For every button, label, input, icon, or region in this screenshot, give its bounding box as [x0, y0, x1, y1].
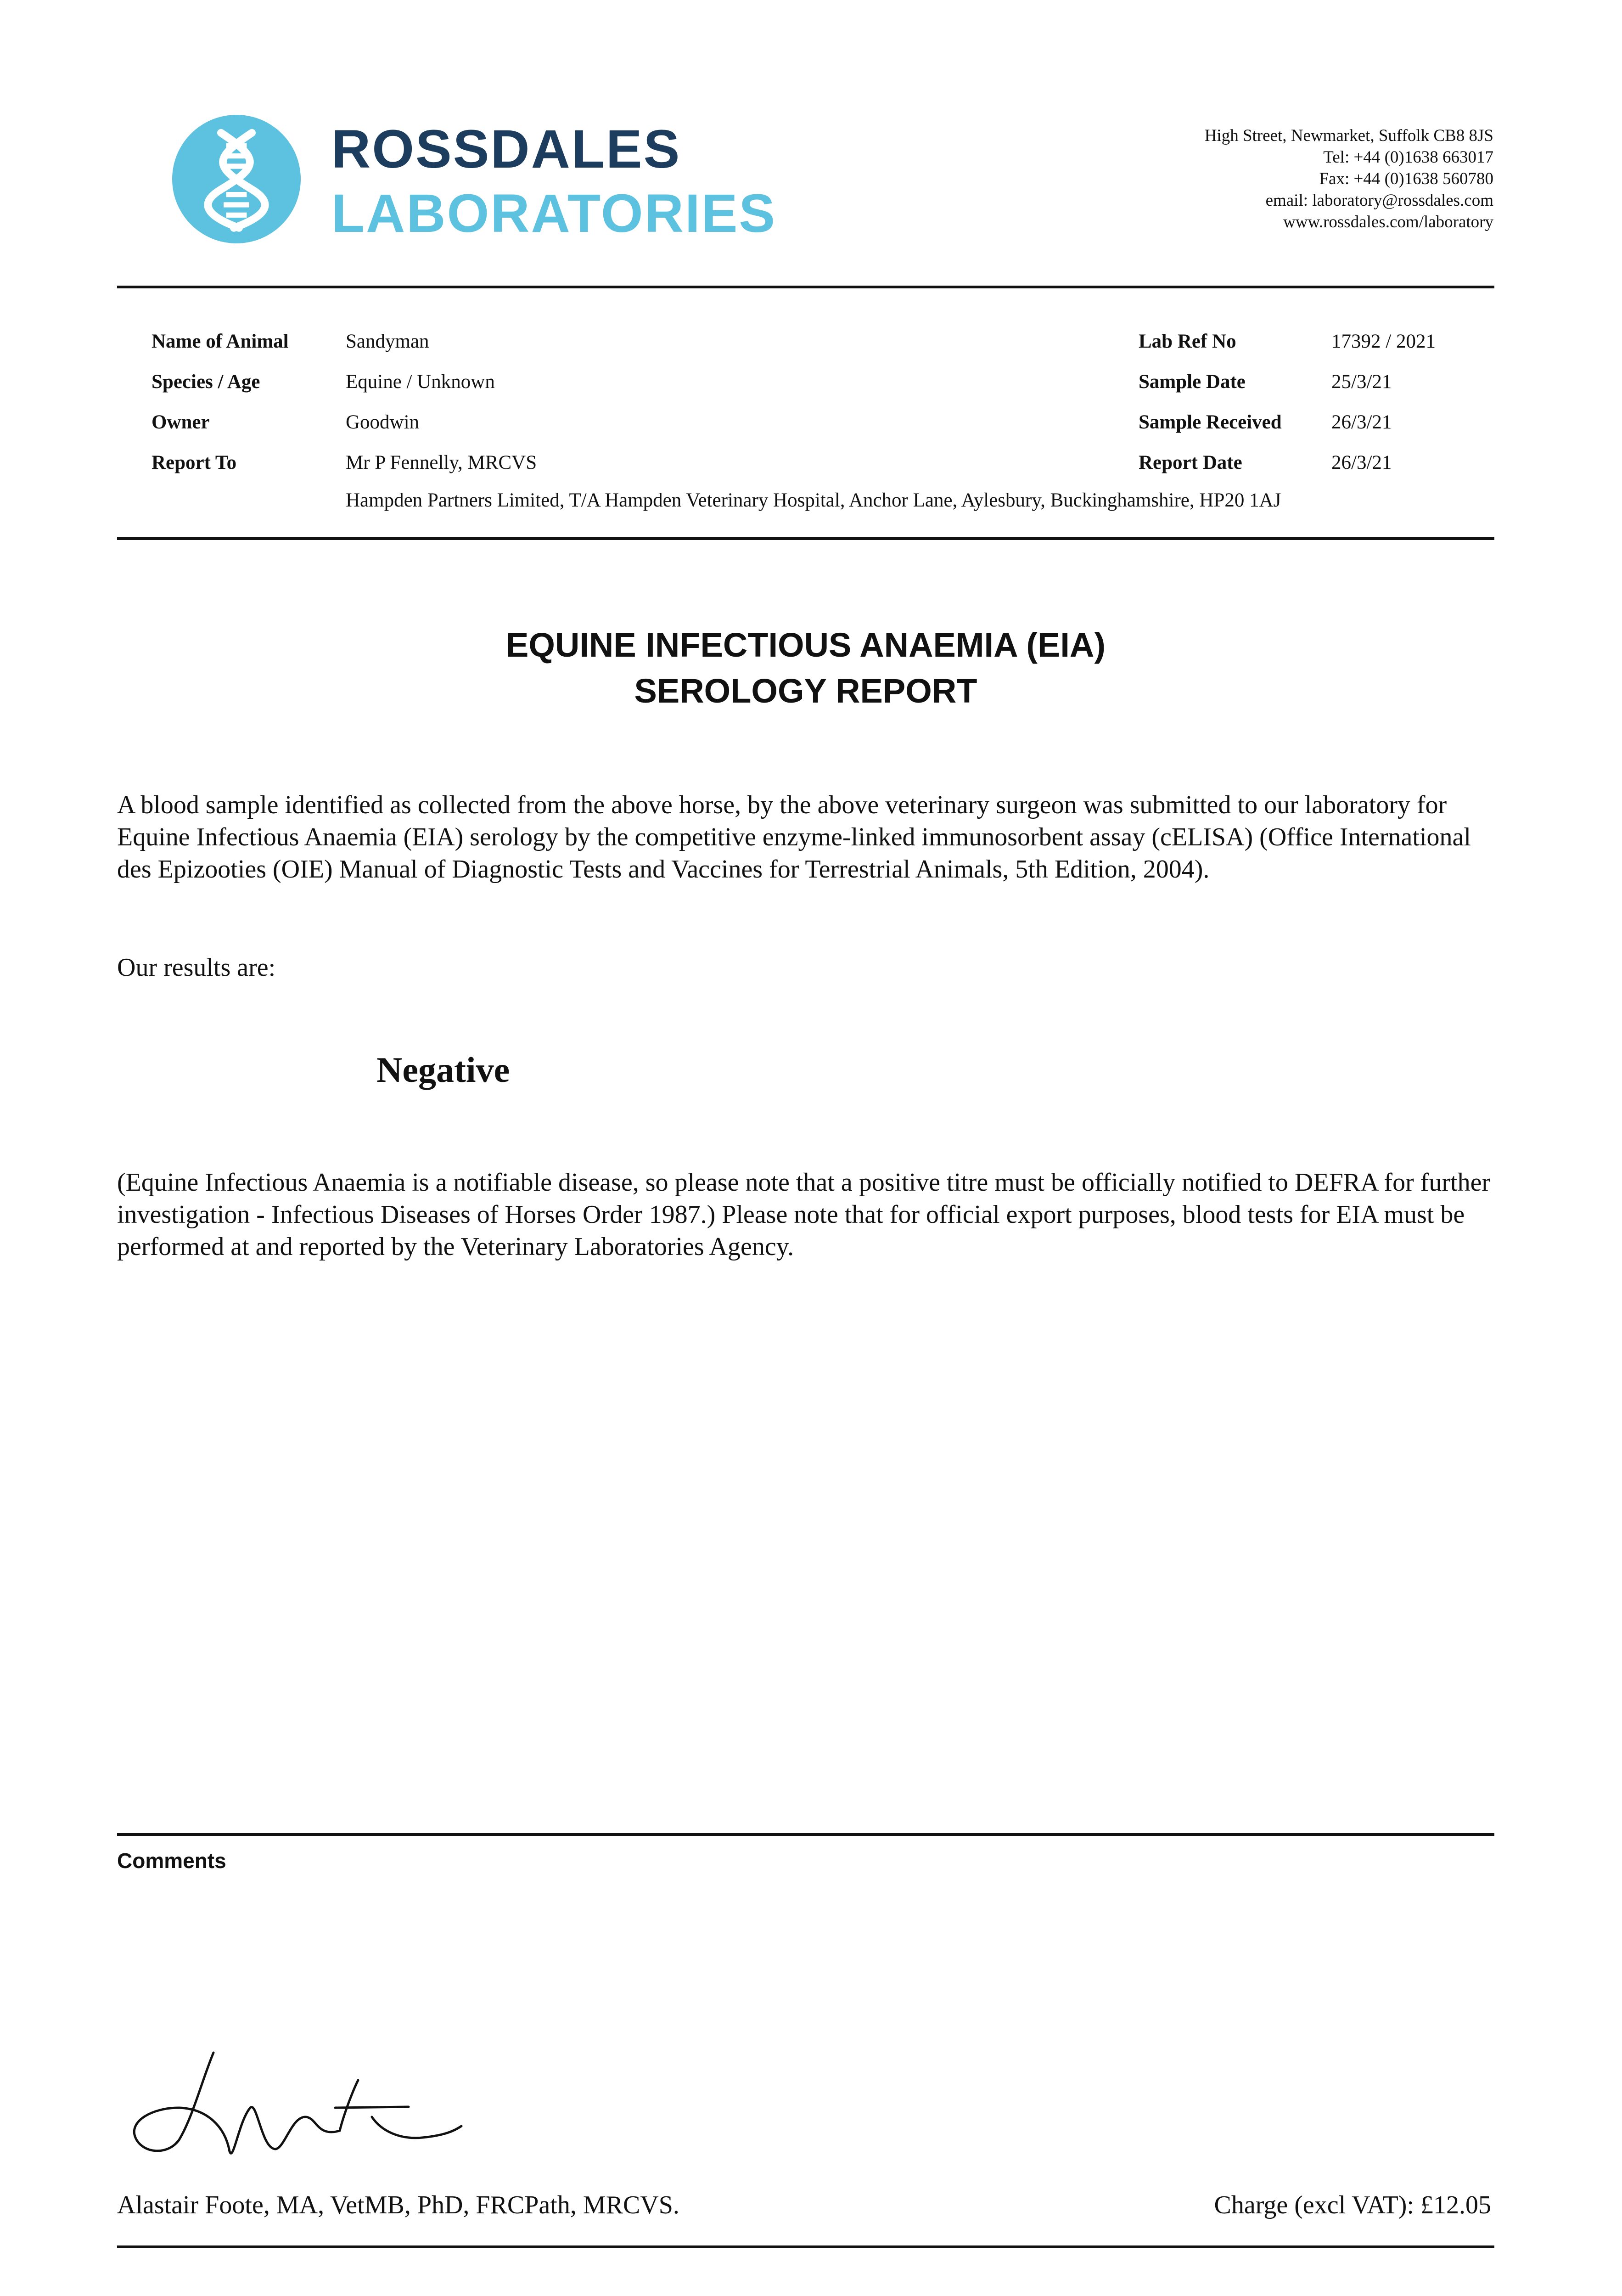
contact-tel: Tel: +44 (0)1638 663017 [1323, 148, 1493, 167]
report-to-label: Report To [152, 452, 237, 473]
report-date-value: 26/3/21 [1331, 452, 1392, 473]
report-date-label: Report Date [1139, 452, 1242, 473]
report-title-line2: SEROLOGY REPORT [634, 672, 977, 710]
owner-value: Goodwin [346, 411, 420, 433]
name-label: Name of Animal [152, 331, 289, 352]
header-divider [117, 286, 1494, 288]
contact-block [1205, 125, 1493, 233]
contact-email[interactable]: email: laboratory@rossdales.com [1265, 191, 1493, 210]
result-value: Negative [376, 1050, 510, 1090]
footer-divider [117, 2245, 1494, 2248]
report-to-value: Mr P Fennelly, MRCVS [346, 452, 537, 473]
sample-date-value: 25/3/21 [1331, 371, 1392, 393]
species-label: Species / Age [152, 371, 260, 393]
dna-helix-icon [172, 115, 301, 243]
comments-label: Comments [117, 1849, 226, 1873]
contact-fax: Fax: +44 (0)1638 560780 [1319, 169, 1493, 188]
owner-label: Owner [152, 411, 210, 433]
intro-paragraph: A blood sample identified as collected from the above horse, by the above veterinary surgeon was submitted to our laboratory for Equine Infectious Anaemia (EIA) serology by the competitive enzyme-linked immunosorbent assay (cELISA) (Office International des Epizooties (OIE) Manual of Diagnostic Tests and Vaccines for Terrestrial Animals, 5th Edition, 2004). [117, 791, 1471, 884]
lab-ref-value: 17392 / 2021 [1331, 331, 1436, 352]
notice-paragraph: (Equine Infectious Anaemia is a notifiable disease, so please note that a positive titre must be officially notified to DEFRA for further investigation - Infectious Diseases of Horses Order 1987.) Please note that for official export purposes, blood tests for EIA must be performed at and reported by the Veterinary Laboratories Agency. [117, 1168, 1491, 1261]
contact-website[interactable]: www.rossdales.com/laboratory [1283, 213, 1493, 231]
name-value: Sandyman [346, 331, 429, 352]
lab-ref-label: Lab Ref No [1139, 331, 1236, 352]
results-intro: Our results are: [117, 953, 276, 982]
info-divider [117, 537, 1494, 540]
charge-amount: Charge (excl VAT): £12.05 [1214, 2191, 1491, 2219]
species-value: Equine / Unknown [346, 371, 495, 393]
report-title [117, 622, 1494, 714]
brand-name: ROSSDALES [331, 119, 681, 180]
report-title-line1: EQUINE INFECTIOUS ANAEMIA (EIA) [506, 626, 1106, 664]
brand-subname: LABORATORIES [331, 183, 777, 244]
sample-received-label: Sample Received [1139, 411, 1282, 433]
report-to-address: Hampden Partners Limited, T/A Hampden Veterinary Hospital, Anchor Lane, Aylesbury, Buckinghamshire, HP20 1AJ [346, 490, 1281, 511]
signer-name: Alastair Foote, MA, VetMB, PhD, FRCPath, MRCVS. [117, 2191, 679, 2219]
signature-image [124, 2039, 473, 2167]
brand-logotype [331, 117, 776, 246]
sample-date-label: Sample Date [1139, 371, 1246, 393]
sample-received-value: 26/3/21 [1331, 411, 1392, 433]
comments-divider [117, 1833, 1494, 1836]
contact-address: High Street, Newmarket, Suffolk CB8 8JS [1204, 126, 1493, 145]
